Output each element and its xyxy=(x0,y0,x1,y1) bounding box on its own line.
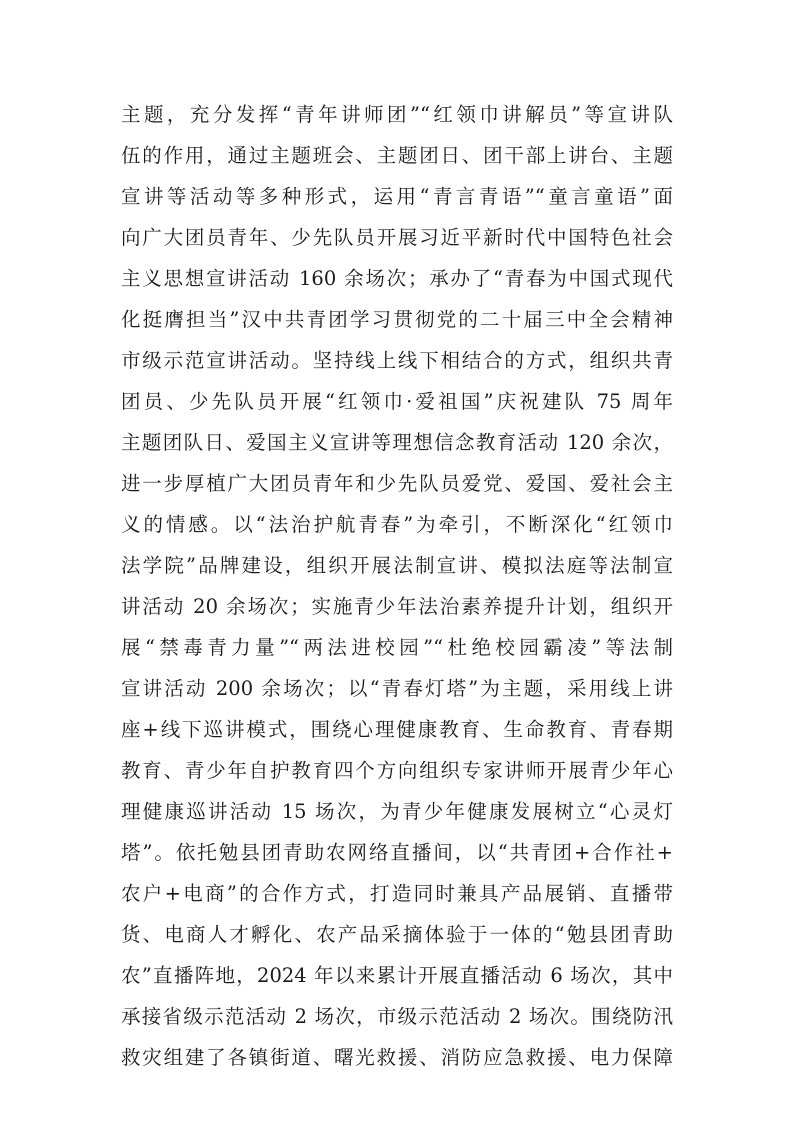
text-line-23: 承接省级示范活动 2 场次，市级示范活动 2 场次。围绕防汛 xyxy=(121,1005,673,1028)
text-line-20: 农户+电商”的合作方式，打造同时兼具产品展销、直播带 xyxy=(121,882,673,905)
text-line-10: 进一步厚植广大团员青年和少先队员爱党、爱国、爱社会主 xyxy=(121,472,673,495)
text-line-14: 展“禁毒青力量”“两法进校园”“杜绝校园霸凌”等法制 xyxy=(121,636,673,659)
text-line-11: 义的情感。以“法治护航青春”为牵引，不断深化“红领巾 xyxy=(121,513,673,536)
text-line-9: 主题团队日、爱国主义宣讲等理想信念教育活动 120 余次， xyxy=(121,431,673,454)
text-line-8: 团员、少先队员开展“红领巾·爱祖国”庆祝建队 75 周年 xyxy=(121,390,673,413)
text-line-17: 教育、青少年自护教育四个方向组织专家讲师开展青少年心 xyxy=(121,759,673,782)
text-line-22: 农”直播阵地，2024 年以来累计开展直播活动 6 场次，其中 xyxy=(121,964,673,987)
text-line-1: 主题，充分发挥“青年讲师团”“红领巾讲解员”等宣讲队 xyxy=(121,103,673,126)
text-line-12: 法学院”品牌建设，组织开展法制宣讲、模拟法庭等法制宣 xyxy=(121,554,673,577)
text-line-24: 救灾组建了各镇街道、曙光救援、消防应急救援、电力保障 xyxy=(121,1046,673,1069)
body-paragraph xyxy=(121,94,673,1078)
text-line-15: 宣讲活动 200 余场次；以“青春灯塔”为主题，采用线上讲 xyxy=(121,677,673,700)
text-line-16: 座+线下巡讲模式，围绕心理健康教育、生命教育、青春期 xyxy=(121,718,673,741)
text-line-6: 化挺膺担当”汉中共青团学习贯彻党的二十届三中全会精神 xyxy=(121,308,673,331)
text-line-21: 货、电商人才孵化、农产品采摘体验于一体的“勉县团青助 xyxy=(121,923,673,946)
text-line-3: 宣讲等活动等多种形式，运用“青言青语”“童言童语”面 xyxy=(121,185,673,208)
text-line-18: 理健康巡讲活动 15 场次，为青少年健康发展树立“心灵灯 xyxy=(121,800,673,823)
text-line-4: 向广大团员青年、少先队员开展习近平新时代中国特色社会 xyxy=(121,226,673,249)
text-line-2: 伍的作用，通过主题班会、主题团日、团干部上讲台、主题 xyxy=(121,144,673,167)
text-line-13: 讲活动 20 余场次；实施青少年法治素养提升计划，组织开 xyxy=(121,595,673,618)
text-line-19: 塔”。依托勉县团青助农网络直播间，以“共青团+合作社+ xyxy=(121,841,673,864)
text-line-7: 市级示范宣讲活动。坚持线上线下相结合的方式，组织共青 xyxy=(121,349,673,372)
text-line-5: 主义思想宣讲活动 160 余场次；承办了“青春为中国式现代 xyxy=(121,267,673,290)
